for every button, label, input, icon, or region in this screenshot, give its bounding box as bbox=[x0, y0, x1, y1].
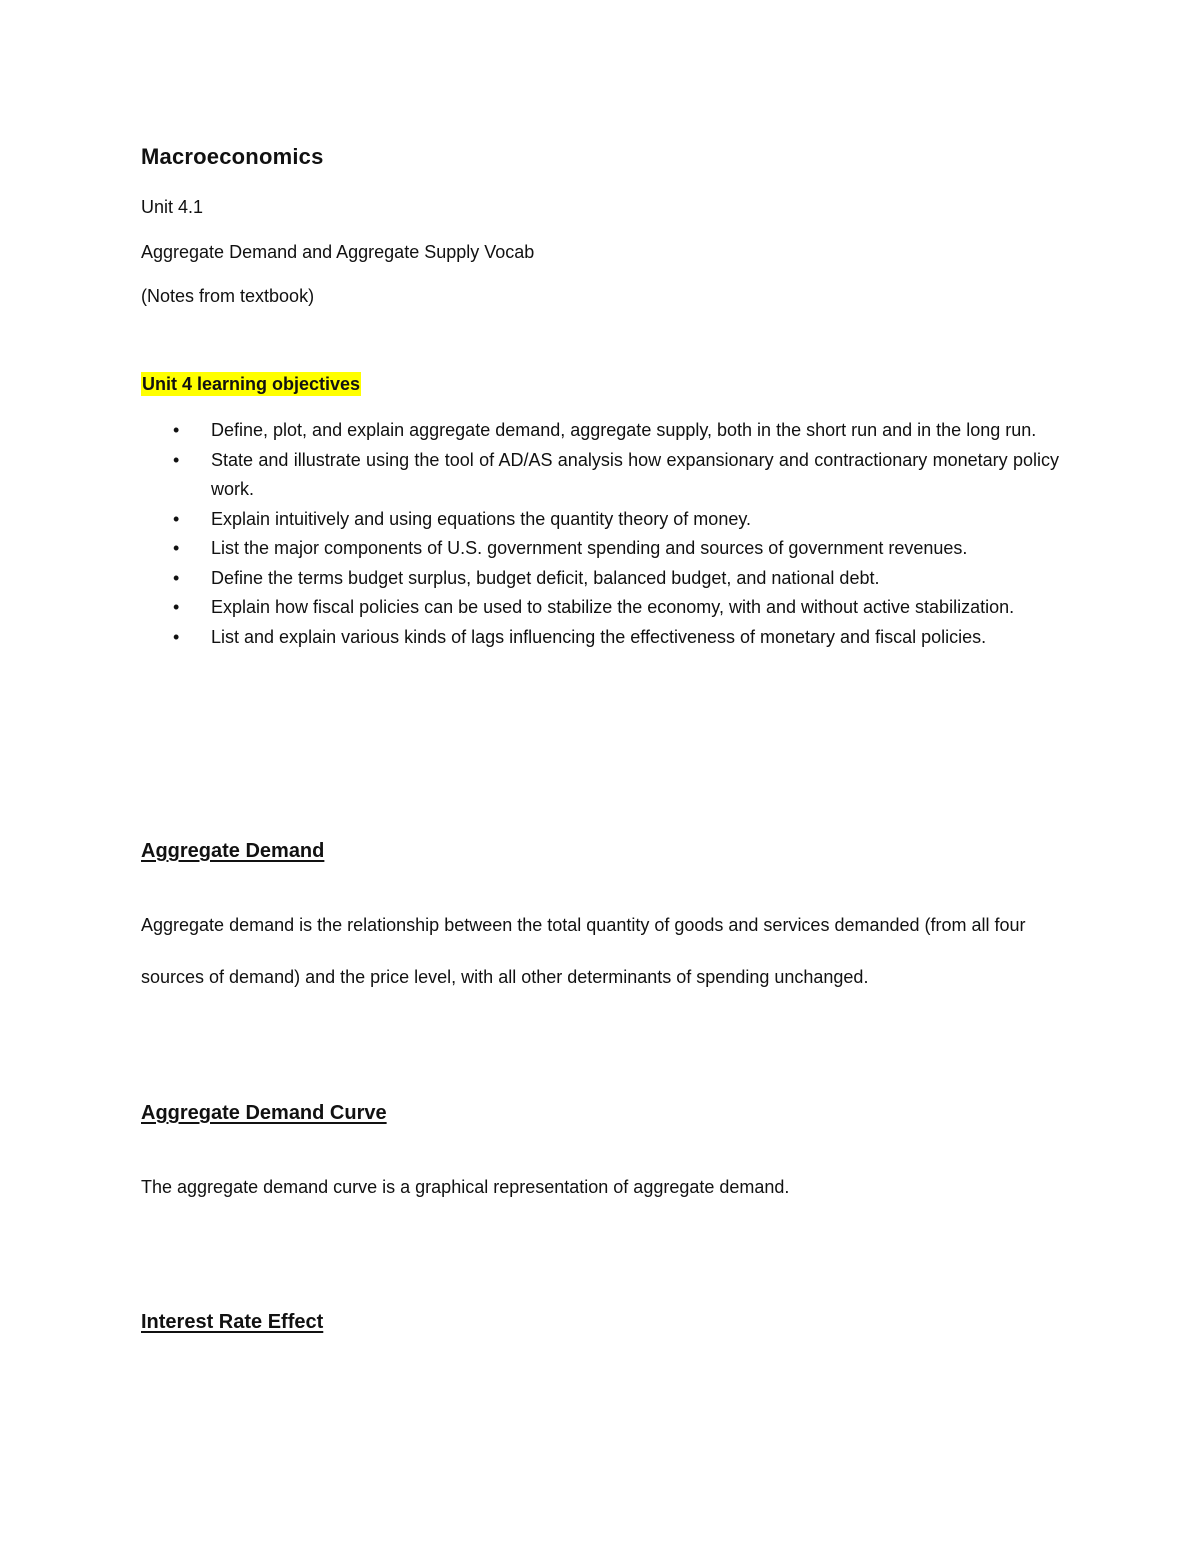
unit-label: Unit 4.1 bbox=[141, 197, 204, 217]
objective-item: • Explain how fiscal policies can be used to stabilize the economy, with and without active stabilization. bbox=[173, 593, 1059, 623]
objective-item: • List and explain various kinds of lags influencing the effectiveness of monetary and fiscal policies. bbox=[173, 623, 1001, 653]
document-title: Macroeconomics bbox=[141, 144, 324, 169]
section-heading-aggregate-demand: Aggregate Demand bbox=[141, 840, 325, 862]
objectives-list bbox=[173, 416, 1059, 652]
section-body-aggregate-demand-curve: The aggregate demand curve is a graphical representation of aggregate demand. bbox=[141, 1177, 790, 1197]
section-body-aggregate-demand: Aggregate demand is the relationship between the total quantity of goods and services demanded (from all four sources of demand) and the price level, with all other determinants of spending unchanged. bbox=[141, 915, 1026, 987]
section-heading-interest-rate-effect: Interest Rate Effect bbox=[141, 1311, 324, 1333]
objective-item: • Define, plot, and explain aggregate demand, aggregate supply, both in the short run and in the long run. bbox=[173, 416, 1059, 446]
section-heading-aggregate-demand-curve: Aggregate Demand Curve bbox=[141, 1102, 387, 1124]
objectives-heading: Unit 4 learning objectives bbox=[142, 374, 361, 394]
document-subtitle: Aggregate Demand and Aggregate Supply Vocab bbox=[141, 242, 535, 262]
source-note: (Notes from textbook) bbox=[141, 286, 315, 306]
objective-item: • Explain intuitively and using equations the quantity theory of money. bbox=[173, 505, 1059, 535]
objective-item: • List the major components of U.S. government spending and sources of government revenues. bbox=[173, 534, 1059, 564]
objective-item: • Define the terms budget surplus, budget deficit, balanced budget, and national debt. bbox=[173, 564, 1059, 594]
objective-item: • State and illustrate using the tool of AD/AS analysis how expansionary and contractionary monetary policy work. bbox=[173, 446, 1059, 505]
